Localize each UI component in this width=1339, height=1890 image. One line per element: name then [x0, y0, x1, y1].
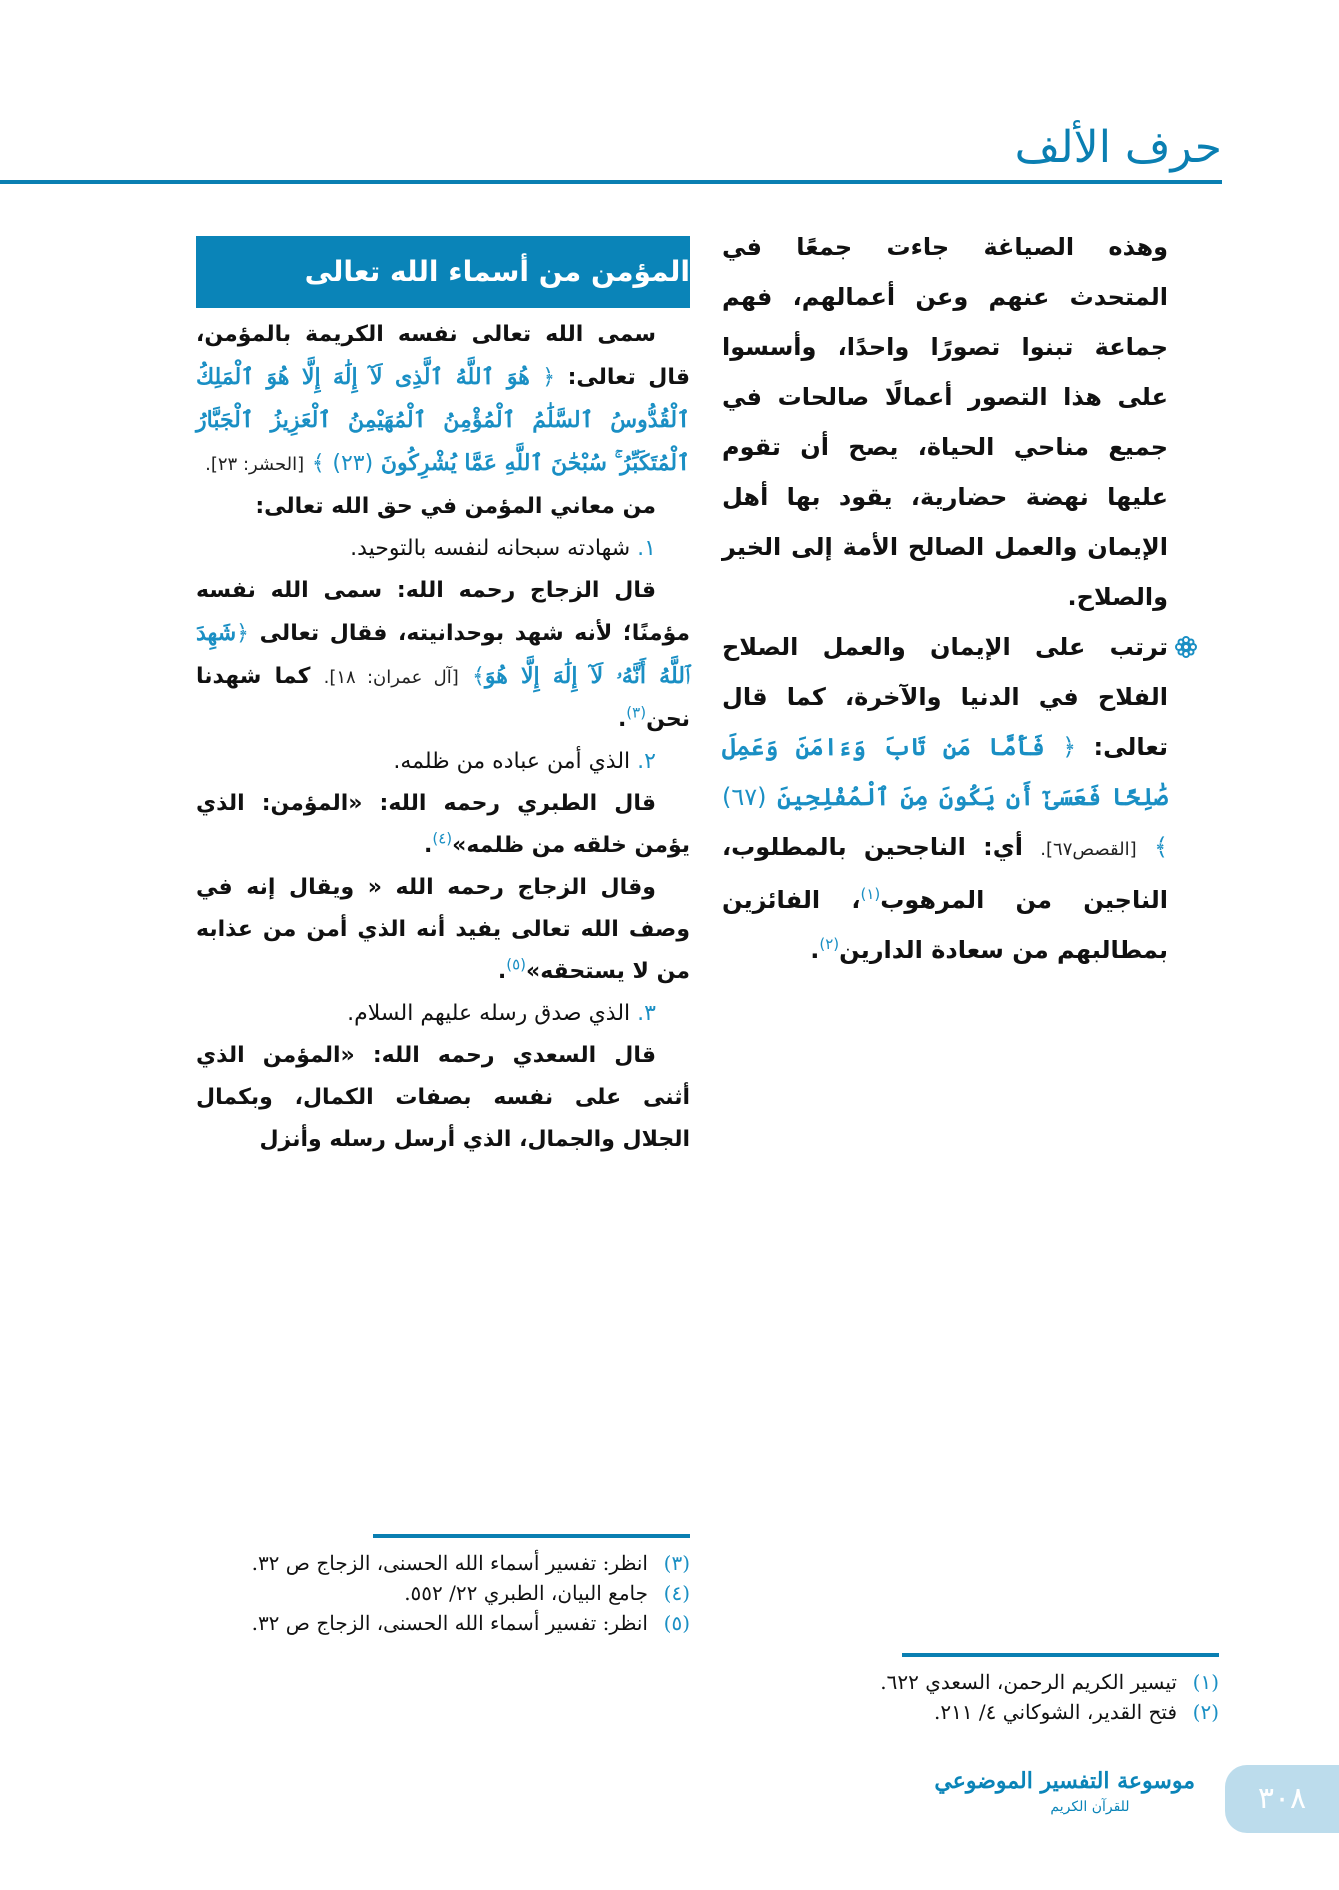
quran-open-bracket: ﴿ — [236, 621, 250, 646]
quran-open-bracket: ﴿ — [542, 365, 556, 390]
quran-verse: شَهِدَ ٱللَّهُ أَنَّهُۥ لَآ إِلَٰهَ إِلَّا هُوَ — [196, 620, 690, 689]
footnote-item — [722, 1697, 1219, 1727]
footnote-rule-right — [902, 1653, 1219, 1657]
footnote-item — [722, 1667, 1219, 1697]
quran-verse: هُوَ ٱللَّهُ ٱلَّذِى لَآ إِلَٰهَ إِلَّا هُوَ ٱلْمَلِكُ ٱلْقُدُّوسُ ٱلسَّلَٰمُ ٱلْمُؤْمِنُ ٱلْمُهَيْمِنُ ٱلْعَزِيزُ ٱلْجَبَّارُ ٱلْمُتَكَبِّرُ ۚ سُبْحَٰنَ ٱللَّهِ عَمَّا يُشْرِكُونَ — [196, 364, 690, 476]
footnote-ref[interactable]: (٣) — [626, 703, 647, 722]
quran-reference: [آل عمران: ١٨]. — [323, 667, 459, 688]
logo-title: موسوعة التفسير الموضوعي — [934, 1768, 1195, 1794]
right-column — [722, 222, 1168, 975]
flower-ornament-icon — [1174, 635, 1198, 659]
page-number-badge — [1225, 1765, 1339, 1833]
list-dot: . — [630, 749, 645, 774]
footnotes-left — [196, 1548, 690, 1638]
footnote-text: فتح القدير، الشوكاني ٤/ ٢١١. — [933, 1700, 1177, 1724]
left-column — [196, 236, 690, 1161]
footnote-text: تيسير الكريم الرحمن، السعدي ٦٢٢. — [880, 1670, 1177, 1694]
bullet-explanation-cont: ، الفائزين بمطالبهم من سعادة الدارين — [722, 886, 1168, 964]
footnote-number: (٣) — [663, 1551, 690, 1575]
running-head: حرف الألف — [1014, 122, 1222, 173]
list-dot: . — [630, 1001, 645, 1026]
footnote-rule-left — [373, 1534, 690, 1538]
footnote-item — [196, 1548, 690, 1578]
footnote-ref[interactable]: (٥) — [506, 955, 526, 974]
saadi-quote: قال السعدي رحمه الله: «المؤمن الذي أثنى على نفسه بصفات الكمال، وبكمال الجلال والجمال، الذي أرسل رسله وأنزل — [196, 1043, 690, 1152]
verse-number: ٢٣ — [340, 451, 365, 476]
meanings-heading: من معاني المؤمن في حق الله تعالى: — [255, 494, 656, 519]
footnote-number: (٥) — [663, 1611, 690, 1635]
header-rule — [0, 180, 1222, 184]
meaning-number: ٣ — [644, 1001, 656, 1026]
list-dot: . — [630, 536, 645, 561]
quran-verse: فَأَمَّا مَن تَابَ وَءَامَنَ وَعَمِلَ صَٰلِحًا فَعَسَىٰٓ أَن يَكُونَ مِنَ ٱلْمُفْلِحِينَ — [722, 732, 1169, 811]
quote-text: قال الطبري رحمه الله: «المؤمن: الذي يؤمن خلقه من ظلمه» — [196, 791, 690, 858]
meaning-text: شهادته سبحانه لنفسه بالتوحيد. — [350, 536, 631, 561]
quran-close-bracket: ﴾ — [1153, 833, 1168, 861]
tabari-quote: قال الطبري رحمه الله: «المؤمن: الذي يؤمن خلقه من ظلمه»$^{(٤)}$. — [196, 791, 690, 858]
quote-text: قال الزجاج رحمه الله: سمى الله نفسه مؤمنًا؛ لأنه شهد بوحدانيته، فقال تعالى — [196, 578, 690, 646]
verse-number-marker: (٦٧) — [722, 783, 767, 811]
footnote-text: انظر: تفسير أسماء الله الحسنى، الزجاج ص ٣٢. — [251, 1551, 648, 1575]
page-number: ٣٠٨ — [1257, 1781, 1307, 1816]
bullet-point — [722, 622, 1168, 975]
meaning-number: ١ — [644, 536, 656, 561]
footnote-number: (١) — [1192, 1670, 1219, 1694]
zajjaj-quote: قال الزجاج رحمه الله: سمى الله نفسه مؤمنًا؛ لأنه شهد بوحدانيته، فقال تعالى ﴿شَهِدَ ٱللَّهُ أَنَّهُۥ لَآ إِلَٰهَ إِلَّا هُوَ﴾ [آل عمران: ١٨]. كما شهدنا نحن$^{(٣)}$. — [196, 578, 690, 732]
footnote-ref[interactable]: (١) — [860, 885, 881, 903]
meaning-text: الذي أمن عباده من ظلمه. — [393, 749, 631, 774]
footnote-number: (٢) — [1192, 1700, 1219, 1724]
verse-number: ٦٧ — [731, 783, 758, 811]
footnote-ref[interactable]: (٢) — [819, 935, 840, 953]
quran-open-bracket: ﴿ — [1062, 733, 1077, 761]
encyclopedia-logo — [934, 1765, 1195, 1817]
verse-number-marker: (٢٣) — [332, 451, 374, 476]
period: . — [810, 936, 820, 964]
paragraph: وهذه الصياغة جاءت جمعًا في المتحدث عنهم وعن أعمالهم، فهم جماعة تبنوا تصورًا واحدًا، وأسسوا على هذا التصور أعمالًا صالحات في جميع مناحي الحياة، يصح أن تقوم عليها نهضة حضارية، يقود بها أهل الإيمان والعمل الصالح الأمة إلى الخير والصلاح. — [722, 233, 1168, 611]
meaning-text: الذي صدق رسله عليهم السلام. — [347, 1001, 631, 1026]
footnotes-right — [722, 1667, 1219, 1727]
footnote-ref[interactable]: (٤) — [432, 829, 453, 848]
meaning-number: ٢ — [644, 749, 656, 774]
quran-close-bracket: ﴾ — [311, 451, 325, 476]
footnote-number: (٤) — [663, 1581, 690, 1605]
quote-text: وقال الزجاج رحمه الله « ويقال إنه في وصف الله تعالى يفيد أنه الذي أمن من عذابه من لا يستحقه» — [196, 875, 690, 984]
footnote-text: انظر: تفسير أسماء الله الحسنى، الزجاج ص ٣٢. — [251, 1611, 648, 1635]
bullet-intro: ترتب على الإيمان والعمل الصلاح الفلاح في الدنيا والآخرة، كما قال تعالى: — [722, 633, 1168, 761]
quran-reference: [الحشر: ٢٣]. — [205, 454, 305, 475]
bullet-text — [722, 622, 1168, 975]
logo-subtitle: للقرآن الكريم — [1050, 1799, 1130, 1815]
quran-close-bracket: ﴾ — [471, 664, 485, 689]
quote-tail: كما شهدنا نحن — [196, 664, 690, 732]
meaning-item — [196, 528, 690, 570]
footnote-item — [196, 1578, 690, 1608]
footnote-item — [196, 1608, 690, 1638]
section-title: المؤمن من أسماء الله تعالى — [196, 236, 690, 308]
zajjaj-quote-2: وقال الزجاج رحمه الله « ويقال إنه في وصف الله تعالى يفيد أنه الذي أمن من عذابه من لا يستحقه»$^{(٥)}$. — [196, 875, 690, 984]
intro-text: سمى الله تعالى نفسه الكريمة بالمؤمن، قال تعالى: — [196, 322, 690, 390]
bullet-explanation: أي: الناجحين بالمطلوب، الناجين من المرهوب — [722, 833, 1169, 914]
meaning-item — [196, 993, 690, 1035]
quran-reference: [القصص٦٧]. — [1040, 839, 1137, 860]
meaning-item — [196, 741, 690, 783]
footnote-text: جامع البيان، الطبري ٢٢/ ٥٥٢. — [404, 1581, 648, 1605]
intro-paragraph — [196, 314, 690, 486]
